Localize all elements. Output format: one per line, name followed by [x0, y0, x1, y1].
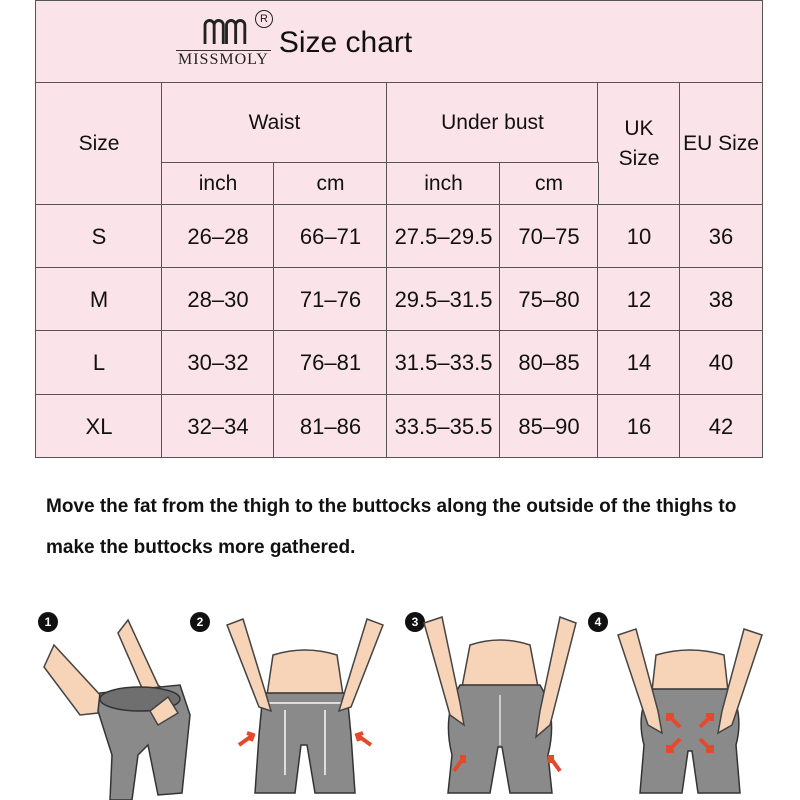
- gathering-buttocks-illustration: [610, 615, 770, 800]
- header-eu-size: EU Size: [679, 82, 763, 206]
- cell-uk: 16: [597, 394, 681, 458]
- cell-uk: 12: [597, 267, 681, 332]
- cell-bust-cm: 85–90: [499, 394, 599, 458]
- step-badge-4: 4: [588, 612, 608, 632]
- cell-size: S: [35, 204, 163, 269]
- unit-bust-inch: inch: [386, 162, 501, 206]
- cell-bust-cm: 70–75: [499, 204, 599, 269]
- header-under-bust: Under bust: [386, 82, 599, 164]
- brand-logo: [176, 12, 271, 69]
- cell-waist-cm: 76–81: [273, 330, 388, 395]
- cell-waist-inch: 32–34: [161, 394, 275, 458]
- cell-uk: 14: [597, 330, 681, 395]
- cell-size: L: [35, 330, 163, 395]
- brand-name: MISSMOLY: [178, 50, 269, 68]
- cell-eu: 38: [679, 267, 763, 332]
- cell-waist-inch: 30–32: [161, 330, 275, 395]
- unit-bust-cm: cm: [499, 162, 599, 206]
- cell-eu: 36: [679, 204, 763, 269]
- size-chart-sheet: [35, 0, 763, 458]
- step-badge-1: 1: [38, 612, 58, 632]
- instructions-text: Move the fat from the thigh to the buttocks along the outside of the thighs to make the buttocks more gathered.: [46, 496, 737, 558]
- cell-bust-inch: 27.5–29.5: [386, 204, 501, 269]
- pulling-on-shorts-illustration: [40, 615, 200, 800]
- cell-bust-inch: 31.5–33.5: [386, 330, 501, 395]
- header-waist: Waist: [161, 82, 388, 164]
- unit-waist-inch: inch: [161, 162, 275, 206]
- step-badge-2: 2: [190, 612, 210, 632]
- cell-waist-inch: 26–28: [161, 204, 275, 269]
- header-size: Size: [35, 82, 163, 206]
- cell-waist-cm: 66–71: [273, 204, 388, 269]
- cell-waist-cm: 71–76: [273, 267, 388, 332]
- step-badge-3: 3: [405, 612, 425, 632]
- cell-eu: 42: [679, 394, 763, 458]
- cell-waist-inch: 28–30: [161, 267, 275, 332]
- cell-waist-cm: 81–86: [273, 394, 388, 458]
- lifting-thighs-illustration: [420, 615, 580, 800]
- cell-size: XL: [35, 394, 163, 458]
- cell-bust-inch: 33.5–35.5: [386, 394, 501, 458]
- cell-bust-inch: 29.5–31.5: [386, 267, 501, 332]
- unit-waist-cm: cm: [273, 162, 388, 206]
- adjusting-waist-illustration: [225, 615, 385, 800]
- cell-size: M: [35, 267, 163, 332]
- cell-bust-cm: 80–85: [499, 330, 599, 395]
- cell-eu: 40: [679, 330, 763, 395]
- cell-uk: 10: [597, 204, 681, 269]
- cell-bust-cm: 75–80: [499, 267, 599, 332]
- title-banner: [35, 0, 763, 84]
- monogram-icon: ᗰᗰ R: [202, 16, 245, 50]
- chart-title: Size chart: [278, 25, 413, 59]
- header-uk-size: UK Size: [597, 82, 681, 206]
- registered-icon: R: [255, 10, 273, 28]
